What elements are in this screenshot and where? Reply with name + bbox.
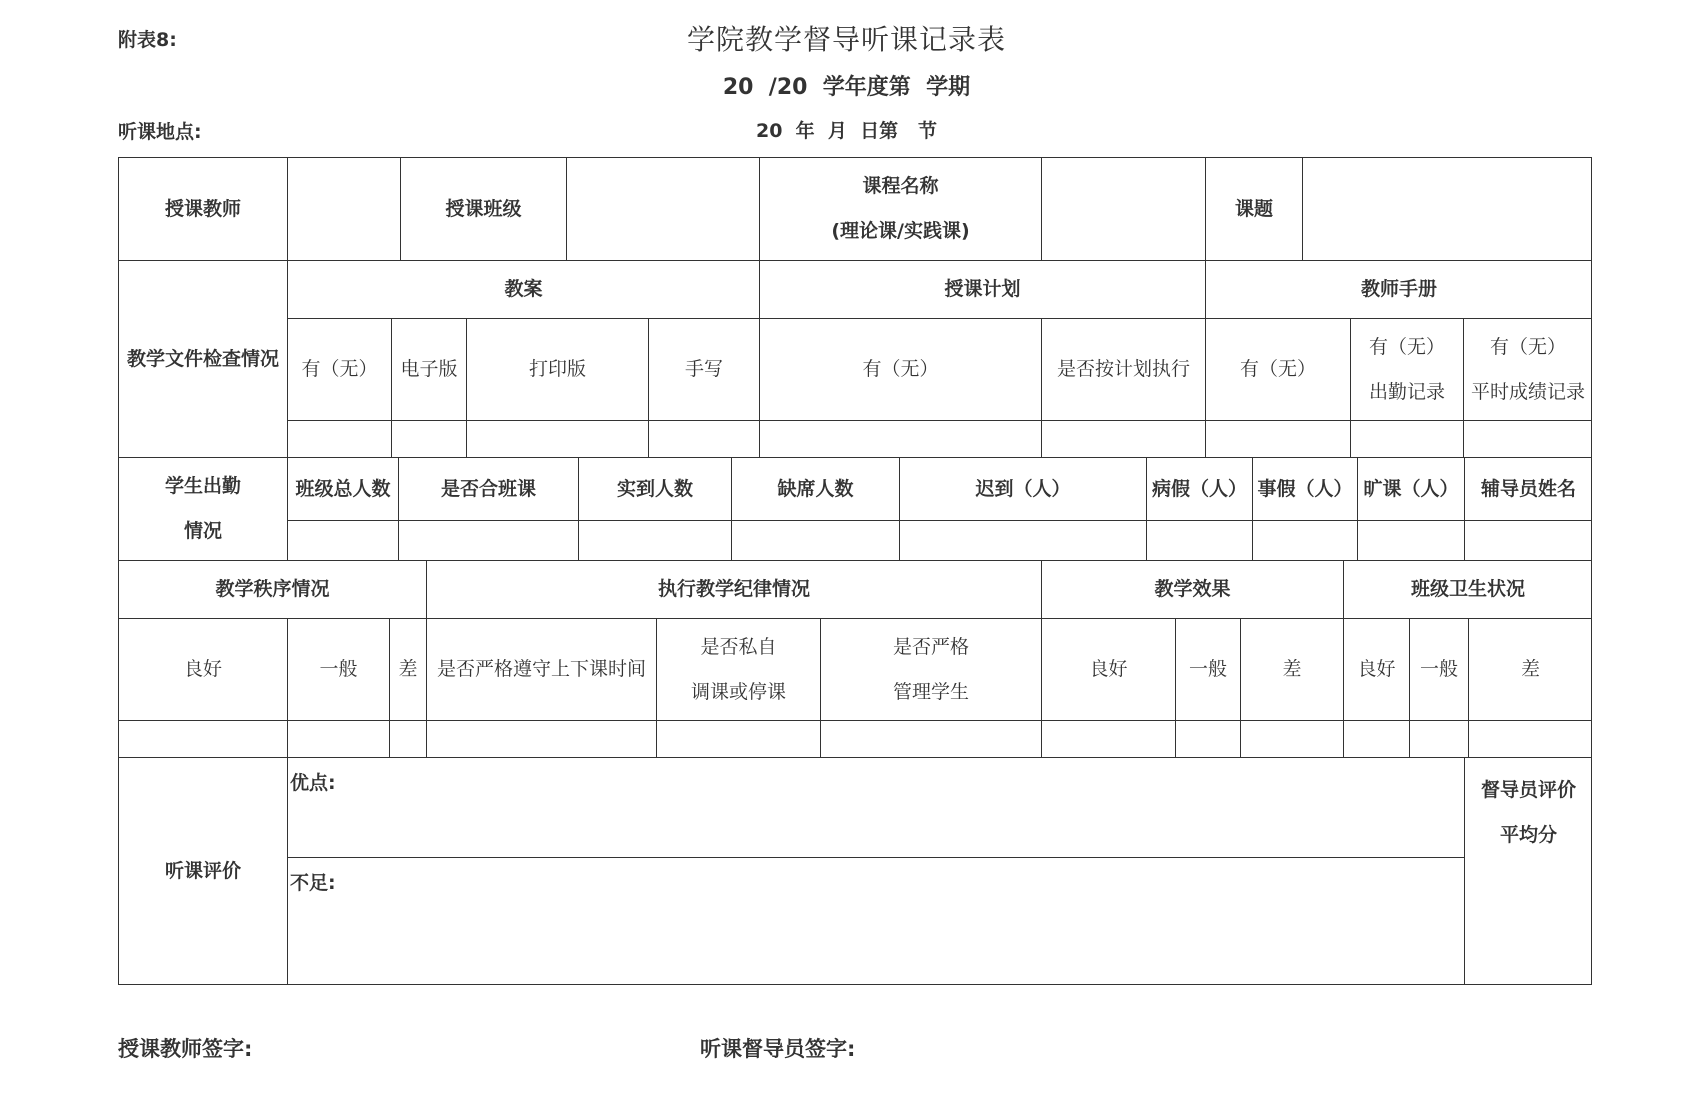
teaching-plan-header bbox=[759, 260, 1205, 318]
teacher-signature-label: 授课教师签字: bbox=[118, 1037, 253, 1061]
docs-label-cell bbox=[118, 260, 287, 457]
hygiene-average-cell bbox=[1409, 618, 1468, 720]
total-input[interactable] bbox=[287, 520, 398, 560]
sick-label: 病假（人） bbox=[1151, 477, 1247, 500]
hygiene-good-cell bbox=[1343, 618, 1409, 720]
order-average-input[interactable] bbox=[287, 720, 389, 757]
order-poor-cell bbox=[389, 618, 426, 720]
effect-average-input[interactable] bbox=[1175, 720, 1240, 757]
private-change-line2: 调课或停课 bbox=[690, 680, 786, 703]
handwritten-label: 手写 bbox=[684, 358, 723, 380]
attendance-record-label: 出勤记录 bbox=[1368, 380, 1445, 403]
order-good-input[interactable] bbox=[118, 720, 287, 757]
teaching-plan-has: 有（无） bbox=[862, 358, 939, 380]
hygiene-poor: 差 bbox=[1520, 658, 1540, 680]
absent-input[interactable] bbox=[731, 520, 899, 560]
attendance-record-cell bbox=[1350, 318, 1463, 420]
lesson-plan-header bbox=[287, 260, 759, 318]
course-label-line2: (理论课/实践课) bbox=[831, 220, 970, 242]
attendance-record-has: 有（无） bbox=[1368, 335, 1445, 358]
printed-input[interactable] bbox=[466, 420, 648, 457]
printed-cell bbox=[466, 318, 648, 420]
document-title: 学院教学督导听课记录表 bbox=[686, 23, 1006, 56]
private-change-input[interactable] bbox=[656, 720, 820, 757]
truant-input[interactable] bbox=[1357, 520, 1464, 560]
follow-plan-cell bbox=[1041, 318, 1205, 420]
personal-label: 事假（人） bbox=[1257, 477, 1353, 500]
effect-label: 教学效果 bbox=[1154, 578, 1231, 600]
attendance-record-input[interactable] bbox=[1350, 420, 1463, 457]
score-label-line1: 督导员评价 bbox=[1480, 779, 1576, 801]
class-input-cell[interactable] bbox=[566, 157, 759, 260]
counselor-label: 辅导员姓名 bbox=[1480, 477, 1576, 500]
hygiene-poor-cell bbox=[1468, 618, 1592, 720]
effect-good: 良好 bbox=[1089, 658, 1128, 680]
topic-label: 课题 bbox=[1234, 197, 1273, 220]
discipline-label: 执行教学纪律情况 bbox=[657, 578, 810, 600]
strict-manage-input[interactable] bbox=[820, 720, 1041, 757]
handwritten-input[interactable] bbox=[648, 420, 759, 457]
follow-plan-input[interactable] bbox=[1041, 420, 1205, 457]
total-label: 班级总人数 bbox=[295, 477, 391, 500]
teaching-plan-has-input[interactable] bbox=[759, 420, 1041, 457]
order-average: 一般 bbox=[319, 658, 358, 680]
order-header bbox=[118, 560, 426, 618]
order-good: 良好 bbox=[183, 658, 222, 680]
weaknesses-field[interactable] bbox=[287, 857, 1464, 985]
total-header bbox=[287, 457, 398, 520]
teaching-plan-label: 授课计划 bbox=[944, 278, 1021, 300]
hygiene-average-input[interactable] bbox=[1409, 720, 1468, 757]
truant-header bbox=[1357, 457, 1464, 520]
weaknesses-label: 不足: bbox=[290, 872, 336, 894]
sick-header bbox=[1146, 457, 1252, 520]
on-time-input[interactable] bbox=[426, 720, 656, 757]
handbook-has: 有（无） bbox=[1239, 358, 1316, 380]
handbook-has-cell bbox=[1205, 318, 1350, 420]
hygiene-label: 班级卫生状况 bbox=[1410, 578, 1525, 600]
electronic-cell bbox=[391, 318, 466, 420]
hygiene-average: 一般 bbox=[1419, 658, 1458, 680]
strengths-label: 优点: bbox=[290, 772, 336, 794]
on-time-label: 是否严格遵守上下课时间 bbox=[436, 658, 646, 680]
course-label-cell bbox=[759, 157, 1041, 260]
effect-poor-cell bbox=[1240, 618, 1343, 720]
printed-label: 打印版 bbox=[528, 358, 586, 380]
merged-header bbox=[398, 457, 578, 520]
teaching-plan-has-cell bbox=[759, 318, 1041, 420]
teacher-input-cell[interactable] bbox=[287, 157, 400, 260]
grade-record-cell bbox=[1463, 318, 1592, 420]
personal-header bbox=[1252, 457, 1357, 520]
follow-plan-label: 是否按计划执行 bbox=[1056, 358, 1190, 380]
private-change-line1: 是否私自 bbox=[700, 635, 777, 658]
term-line: 20 /20 学年度第 学期 bbox=[722, 75, 971, 100]
lesson-plan-has: 有（无） bbox=[301, 358, 378, 380]
effect-poor-input[interactable] bbox=[1240, 720, 1343, 757]
course-label-line1: 课程名称 bbox=[862, 175, 939, 197]
handwritten-cell bbox=[648, 318, 759, 420]
teacher-label-cell bbox=[118, 157, 287, 260]
grade-record-label: 平时成绩记录 bbox=[1470, 380, 1585, 403]
merged-label: 是否合班课 bbox=[440, 477, 536, 500]
grade-record-has: 有（无） bbox=[1489, 335, 1566, 358]
docs-label: 教学文件检查情况 bbox=[126, 347, 279, 370]
late-input[interactable] bbox=[899, 520, 1146, 560]
handbook-header bbox=[1205, 260, 1592, 318]
class-label-cell bbox=[400, 157, 566, 260]
lesson-plan-has-input[interactable] bbox=[287, 420, 391, 457]
hygiene-good-input[interactable] bbox=[1343, 720, 1409, 757]
late-label: 迟到（人） bbox=[975, 477, 1071, 500]
late-header bbox=[899, 457, 1146, 520]
strict-manage-cell bbox=[820, 618, 1041, 720]
electronic-input[interactable] bbox=[391, 420, 466, 457]
handbook-has-input[interactable] bbox=[1205, 420, 1350, 457]
sick-input[interactable] bbox=[1146, 520, 1252, 560]
grade-record-input[interactable] bbox=[1463, 420, 1592, 457]
absent-label: 缺席人数 bbox=[777, 477, 854, 500]
order-label: 教学秩序情况 bbox=[215, 578, 330, 600]
truant-label: 旷课（人） bbox=[1363, 477, 1459, 500]
supervisor-signature-label: 听课督导员签字: bbox=[700, 1037, 856, 1061]
attendance-label-cell bbox=[118, 457, 287, 560]
effect-good-cell bbox=[1041, 618, 1175, 720]
location-label: 听课地点: bbox=[118, 121, 202, 143]
order-poor-input[interactable] bbox=[389, 720, 426, 757]
score-label-line2: 平均分 bbox=[1499, 824, 1557, 846]
order-poor: 差 bbox=[398, 658, 418, 680]
hygiene-good: 良好 bbox=[1357, 658, 1396, 680]
effect-poor: 差 bbox=[1282, 658, 1302, 680]
electronic-label: 电子版 bbox=[400, 358, 458, 380]
date-line: 20 年 月 日第 节 bbox=[756, 120, 937, 142]
attendance-label-line1: 学生出勤 bbox=[164, 475, 241, 497]
discipline-header bbox=[426, 560, 1041, 618]
present-header bbox=[578, 457, 731, 520]
effect-average: 一般 bbox=[1188, 658, 1227, 680]
evaluation-label: 听课评价 bbox=[164, 860, 241, 882]
class-label: 授课班级 bbox=[445, 197, 522, 220]
evaluation-label-cell bbox=[118, 757, 287, 985]
present-input[interactable] bbox=[578, 520, 731, 560]
effect-header bbox=[1041, 560, 1343, 618]
present-label: 实到人数 bbox=[616, 477, 693, 500]
lesson-plan-has-cell bbox=[287, 318, 391, 420]
teacher-label: 授课教师 bbox=[164, 197, 241, 220]
counselor-header bbox=[1464, 457, 1592, 520]
absent-header bbox=[731, 457, 899, 520]
handbook-label: 教师手册 bbox=[1360, 278, 1437, 300]
score-cell[interactable] bbox=[1464, 757, 1592, 985]
course-input-cell[interactable] bbox=[1041, 157, 1205, 260]
hygiene-header bbox=[1343, 560, 1592, 618]
lesson-plan-label: 教案 bbox=[504, 278, 543, 300]
topic-input-cell[interactable] bbox=[1302, 157, 1592, 260]
strict-manage-line1: 是否严格 bbox=[892, 635, 969, 658]
annex-label: 附表8: bbox=[118, 29, 177, 51]
attendance-label-line2: 情况 bbox=[183, 520, 222, 542]
private-change-cell bbox=[656, 618, 820, 720]
effect-average-cell bbox=[1175, 618, 1240, 720]
strengths-field[interactable] bbox=[287, 757, 1464, 857]
effect-good-input[interactable] bbox=[1041, 720, 1175, 757]
counselor-input[interactable] bbox=[1464, 520, 1592, 560]
on-time-cell bbox=[426, 618, 656, 720]
order-good-cell bbox=[118, 618, 287, 720]
hygiene-poor-input[interactable] bbox=[1468, 720, 1592, 757]
personal-input[interactable] bbox=[1252, 520, 1357, 560]
order-average-cell bbox=[287, 618, 389, 720]
merged-input[interactable] bbox=[398, 520, 578, 560]
strict-manage-line2: 管理学生 bbox=[892, 680, 969, 703]
topic-label-cell bbox=[1205, 157, 1302, 260]
